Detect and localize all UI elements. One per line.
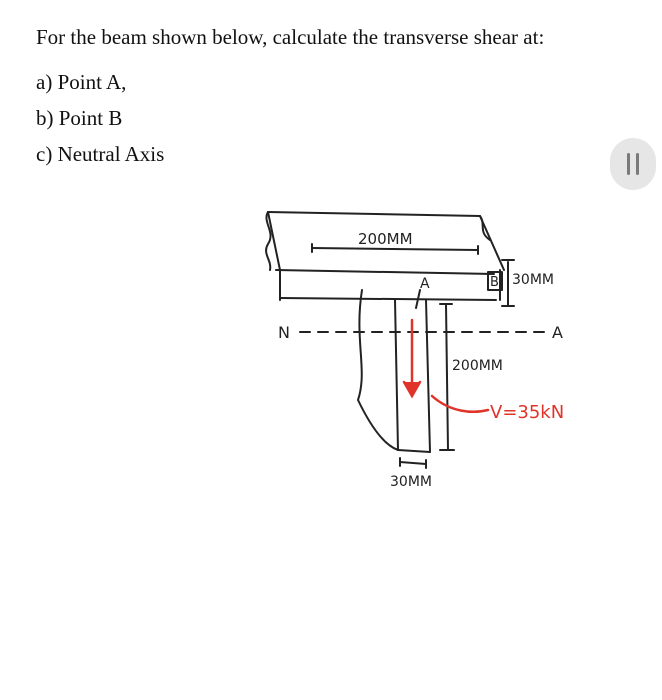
web-bottom-edge [398, 450, 430, 452]
part-c: c) Neutral Axis [36, 142, 165, 166]
point-b-label: B [490, 275, 499, 290]
web-height-label: 200MM [452, 358, 503, 374]
flange-front-bottom-edge [280, 298, 496, 300]
web-width-label: 30MM [390, 474, 432, 490]
question-parts [36, 64, 636, 172]
part-a: a) Point A, [36, 70, 127, 94]
web-right-edge [426, 300, 430, 452]
flange-front-top-edge [276, 270, 494, 274]
shear-force-label: V=35kN [490, 402, 565, 423]
scroll-handle-button[interactable] [610, 138, 656, 190]
pause-handle-icon-bar [636, 153, 639, 175]
web-break-line [358, 290, 398, 450]
neutral-axis-left-label: N [278, 323, 290, 342]
neutral-axis-right-label: A [552, 323, 563, 342]
beam-sketch [250, 200, 640, 500]
beam-diagram [250, 200, 640, 505]
flange-width-label: 200MM [358, 230, 413, 248]
point-a-label: A [420, 276, 430, 292]
part-b: b) Point B [36, 106, 123, 130]
pause-handle-icon [627, 153, 630, 175]
flange-thickness-label: 30MM [512, 272, 554, 288]
question-prompt: For the beam shown below, calculate the transverse shear at: [36, 25, 545, 49]
web-left-edge [395, 300, 398, 450]
question-text [36, 22, 636, 172]
flange-top-edge [268, 212, 480, 216]
